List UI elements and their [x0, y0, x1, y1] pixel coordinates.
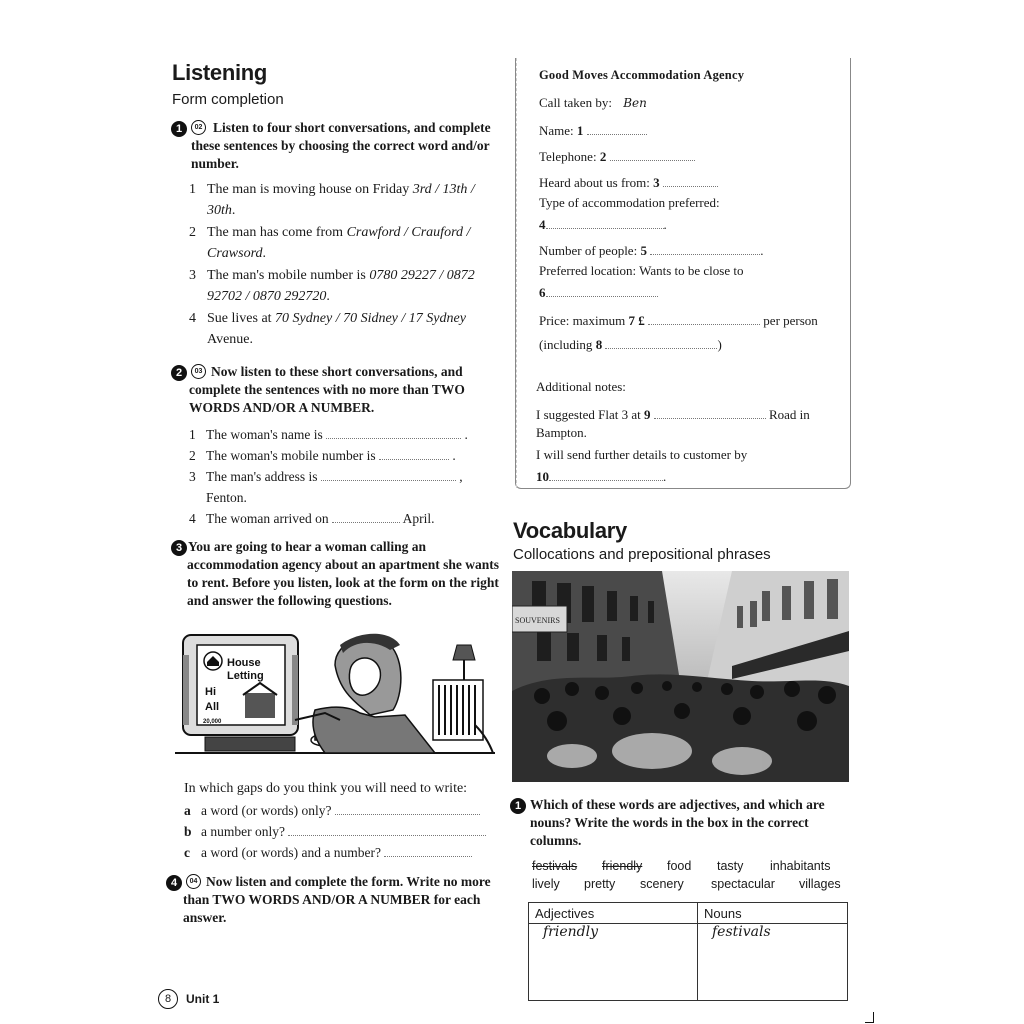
form-row-call-taken	[539, 94, 839, 112]
item-end: .	[452, 448, 456, 463]
item-number: 2	[189, 225, 196, 240]
option-text: a word (or words) only?	[201, 803, 332, 818]
question-2	[171, 363, 501, 417]
telephone-label: Telephone:	[539, 149, 597, 164]
item-text: The man's mobile number is	[207, 268, 370, 283]
unit-label: Unit 1	[186, 992, 220, 1006]
cd-track-icon: 02	[191, 120, 206, 135]
word-item: festivals	[532, 859, 578, 873]
answer-blank[interactable]	[335, 804, 480, 815]
question-number: 1	[510, 798, 526, 814]
item-end: .	[262, 246, 267, 261]
listening-title: Listening	[172, 60, 268, 85]
form-row-location	[539, 284, 839, 302]
question-number: 2	[171, 365, 187, 381]
item-number: 3	[189, 268, 196, 283]
word-item: villages	[799, 877, 841, 891]
listening-subtitle: Form completion	[172, 91, 284, 108]
send-text: I will send further details to customer by	[536, 447, 748, 462]
list-item	[184, 821, 504, 842]
list-item	[189, 308, 504, 350]
item-end: .	[231, 203, 236, 218]
price-label: Price: maximum	[539, 313, 626, 328]
including-label: (including	[539, 337, 593, 352]
screen-house-text: House	[227, 657, 261, 669]
answer-blank[interactable]	[321, 470, 456, 481]
adjectives-cell[interactable]	[529, 924, 698, 1001]
gap-number: 2	[599, 149, 607, 164]
item-number: 3	[189, 469, 196, 484]
item-number: 4	[189, 311, 196, 326]
answer-blank[interactable]	[379, 449, 449, 460]
type-label: Type of accommodation preferred:	[539, 195, 720, 210]
souvenirs-sign: SOUVENIRS	[515, 616, 560, 625]
item-options: 0780 29227 / 0872 92702 / 0870 292720	[207, 268, 475, 304]
vocabulary-subtitle: Collocations and prepositional phrases	[513, 546, 771, 563]
word-item: spectacular	[711, 877, 775, 891]
heard-blank[interactable]	[663, 176, 718, 187]
question-3-prompt: In which gaps do you think you will need to write:	[184, 781, 468, 796]
nouns-cell[interactable]	[698, 924, 848, 1001]
people-label: Number of people:	[539, 243, 638, 258]
option-letter: c	[184, 845, 190, 860]
question-3	[171, 538, 501, 610]
list-item	[189, 445, 499, 466]
gap-number: 5	[640, 243, 647, 258]
list-item	[184, 800, 504, 821]
option-text: a number only?	[201, 824, 285, 839]
form-row-type: 4 .	[539, 217, 667, 232]
including-blank[interactable]	[605, 338, 717, 349]
handwritten-noun: festivals	[712, 924, 771, 940]
gap-number: 4	[539, 217, 546, 232]
screen-all-text: All	[205, 701, 220, 713]
item-text: The man is moving house on Friday	[207, 182, 413, 197]
price-blank[interactable]	[648, 314, 760, 325]
location-blank[interactable]	[546, 286, 658, 297]
question-1-text: Listen to four short conversations, and complete these sentences by choosing the correct word and/or number.	[191, 120, 491, 171]
item-text: The man's address is	[206, 469, 318, 484]
gap-number: 6	[539, 285, 546, 300]
screen-price-text: 20,000	[203, 719, 222, 725]
item-text-cont: Fenton.	[206, 490, 247, 505]
option-text: a word (or words) and a number?	[201, 845, 381, 860]
item-number: 2	[189, 448, 196, 463]
item-options: 3rd / 13th / 30th	[207, 182, 475, 218]
word-item: lively	[532, 877, 560, 891]
answer-blank[interactable]	[326, 428, 461, 439]
item-end: .	[326, 289, 330, 304]
illustration-woman-computer	[175, 625, 495, 765]
form-row-price	[539, 312, 839, 330]
option-letter: b	[184, 824, 192, 839]
word-row-1	[532, 857, 852, 875]
word-row-2	[532, 875, 852, 893]
price-suffix: per person	[763, 313, 818, 328]
including-end: )	[717, 337, 722, 352]
list-item	[189, 466, 499, 487]
currency-symbol: £	[638, 313, 645, 328]
answer-blank[interactable]	[384, 846, 472, 857]
send-blank[interactable]	[549, 470, 663, 481]
word-item: friendly	[602, 859, 643, 873]
cd-track-icon: 03	[191, 364, 206, 379]
name-label: Name:	[539, 123, 574, 138]
item-end: .	[464, 427, 468, 442]
heard-label: Heard about us from:	[539, 175, 650, 190]
question-2-text: Now listen to these short conversations, and complete the sentences with no more than TWO WORDS AND/OR A NUMBER.	[189, 364, 465, 415]
item-text: Sue lives at	[207, 311, 276, 326]
question-3-text: You are going to hear a woman calling an accommodation agency about an apartment she wants to rent. Before you listen, look at the form on the right and answer the following questions.	[187, 539, 499, 608]
item-text: The woman's mobile number is	[206, 448, 376, 463]
gap-number: 8	[595, 337, 603, 352]
item-text: The man has come from	[207, 225, 347, 240]
item-options: Crawford / Crauford / Crawsord	[207, 225, 471, 261]
question-number: 1	[171, 121, 187, 137]
name-blank[interactable]	[587, 124, 647, 135]
word-item: pretty	[584, 877, 616, 891]
cd-track-icon: 04	[186, 874, 201, 889]
vocab-question-1	[510, 796, 850, 850]
page-footer	[158, 989, 219, 1009]
question-1-items	[189, 179, 504, 350]
suggest-text: I suggested Flat 3 at	[536, 407, 641, 422]
option-letter: a	[184, 803, 191, 818]
crop-mark	[865, 1012, 874, 1023]
question-3-options	[184, 800, 504, 863]
item-end: ,	[459, 469, 463, 484]
booking-form-content	[536, 66, 839, 486]
question-4-text: Now listen and complete the form. Write no more than TWO WORDS AND/OR A NUMBER for each answer.	[183, 874, 491, 925]
item-text: The woman arrived on	[206, 511, 329, 526]
list-item	[184, 842, 504, 863]
type-blank[interactable]	[546, 218, 664, 229]
gap-number: 7	[628, 313, 636, 328]
item-end: April.	[402, 511, 435, 526]
form-row-send: 10 .	[536, 469, 667, 484]
word-box	[532, 857, 852, 893]
question-4	[166, 873, 501, 927]
gap-number: 9	[643, 407, 651, 422]
form-row-heard	[539, 174, 839, 192]
item-number: 4	[189, 511, 196, 526]
column-header-nouns: Nouns	[698, 903, 848, 924]
word-item: tasty	[717, 859, 744, 873]
call-taken-value: Ben	[623, 96, 647, 110]
answer-blank[interactable]	[288, 825, 486, 836]
form-title: Good Moves Accommodation Agency	[539, 68, 745, 82]
list-item	[189, 179, 504, 221]
list-item	[189, 508, 499, 529]
form-row-suggested	[536, 406, 839, 424]
screen-letting-text: Letting	[227, 670, 264, 682]
item-number: 1	[189, 182, 196, 197]
gap-number: 3	[653, 175, 660, 190]
notes-label: Additional notes:	[536, 379, 626, 394]
word-item: inhabitants	[770, 859, 831, 873]
item-options: 70 Sydney / 70 Sidney / 17 Sydney	[275, 311, 466, 326]
form-row-name	[539, 122, 839, 140]
word-item: food	[667, 859, 692, 873]
call-taken-label: Call taken by:	[539, 95, 612, 110]
list-item	[189, 222, 504, 264]
question-number: 4	[166, 875, 182, 891]
form-row-including	[539, 336, 839, 354]
suggest-blank[interactable]	[654, 408, 766, 419]
item-number: 1	[189, 427, 196, 442]
handwritten-adjective: friendly	[543, 924, 599, 940]
form-row-people: Number of people: 5 .	[539, 243, 764, 258]
list-item	[189, 424, 499, 445]
suggest-post: Road in	[768, 407, 810, 422]
question-number: 3	[171, 540, 187, 556]
question-2-items	[189, 424, 499, 529]
people-blank[interactable]	[650, 244, 760, 255]
answer-blank[interactable]	[332, 512, 400, 523]
telephone-blank[interactable]	[610, 150, 695, 161]
form-row-telephone	[539, 148, 839, 166]
vocab-question-1-text: Which of these words are adjectives, and which are nouns? Write the words in the box in the correct columns.	[530, 797, 825, 848]
location-label: Preferred location: Wants to be close to	[539, 263, 744, 278]
word-item: scenery	[640, 877, 684, 891]
page-number: 8	[158, 989, 178, 1009]
list-item	[189, 265, 504, 307]
street-photo	[512, 571, 849, 782]
item-text: The woman's name is	[206, 427, 323, 442]
item-end: Avenue.	[207, 332, 253, 347]
screen-hi-text: Hi	[205, 686, 216, 698]
column-header-adjectives: Adjectives	[529, 903, 698, 924]
question-1	[171, 119, 501, 173]
gap-number: 1	[576, 123, 584, 138]
suggest-line2: Bampton.	[536, 425, 587, 440]
adjectives-nouns-table	[528, 902, 848, 1001]
gap-number: 10	[536, 469, 549, 484]
vocabulary-title: Vocabulary	[513, 518, 627, 543]
